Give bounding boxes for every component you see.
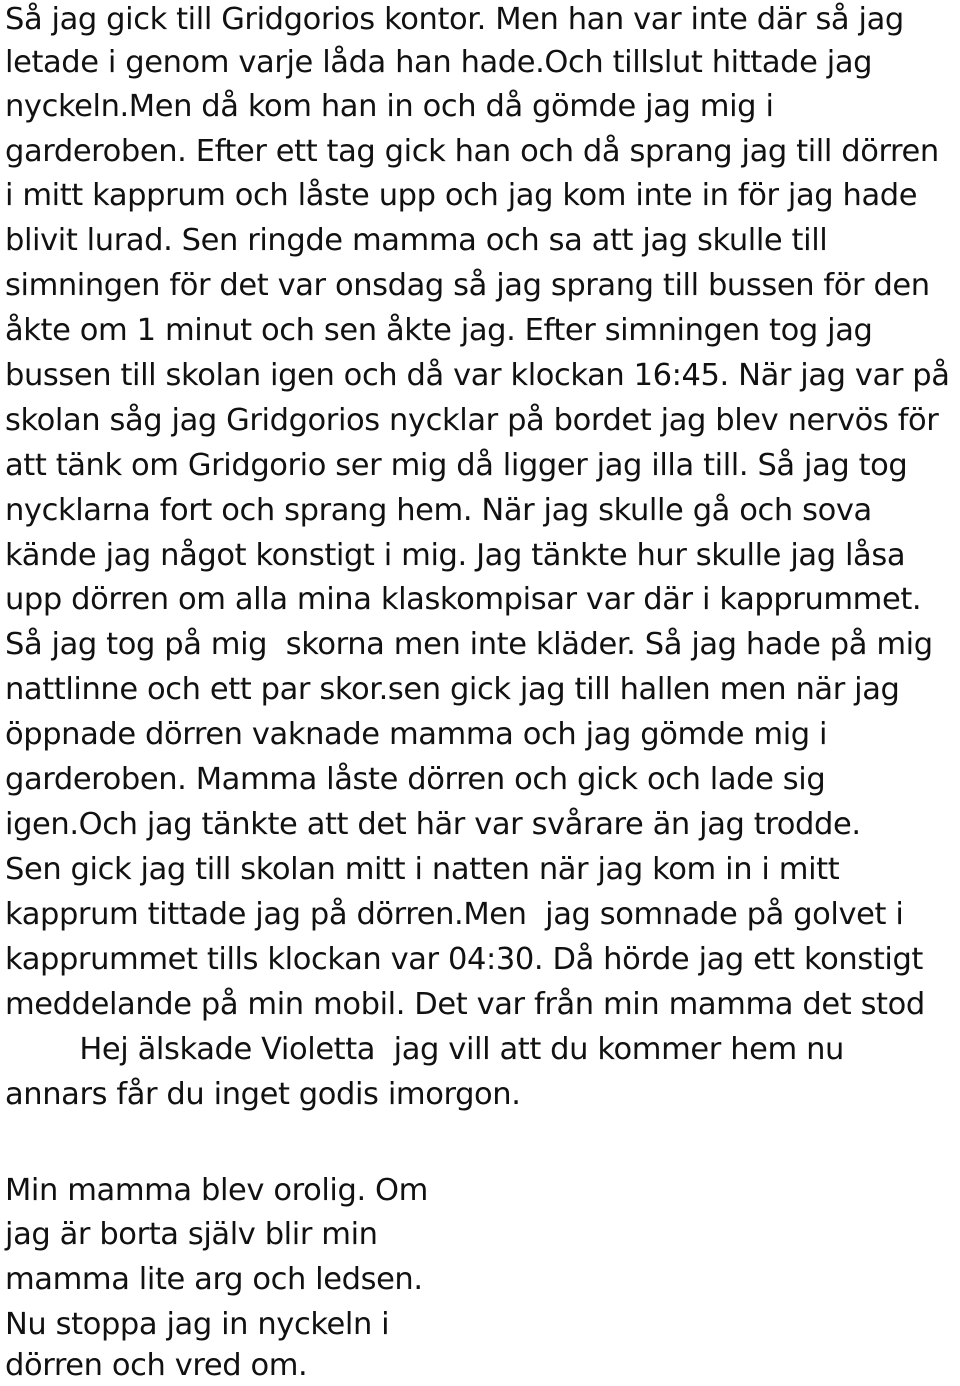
text-line: nattlinne och ett par skor.sen gick jag till hallen men när jag: [5, 672, 900, 707]
text-line: meddelande på min mobil. Det var från min mamma det stod: [5, 987, 925, 1022]
text-line: öppnade dörren vaknade mamma och jag gömde mig i: [5, 717, 828, 752]
text-line: blivit lurad. Sen ringde mamma och sa att jag skulle till: [5, 223, 828, 258]
text-line: Hej älskade Violetta jag vill att du kommer hem nu: [5, 1032, 844, 1067]
text-line: kapprummet tills klockan var 04:30. Då hörde jag ett konstigt: [5, 942, 923, 977]
text-line: skolan såg jag Gridgorios nycklar på bordet jag blev nervös för: [5, 403, 939, 438]
text-line: mamma lite arg och ledsen.: [5, 1262, 423, 1297]
text-line: Min mamma blev orolig. Om: [5, 1173, 428, 1208]
text-line: nycklarna fort och sprang hem. När jag skulle gå och sova: [5, 493, 872, 528]
text-line: bussen till skolan igen och då var klockan 16:45. När jag var på: [5, 358, 950, 393]
text-line: simningen för det var onsdag så jag sprang till bussen för den: [5, 268, 930, 303]
text-line: Nu stoppa jag in nyckeln i: [5, 1307, 390, 1342]
text-line: nyckeln.Men då kom han in och då gömde jag mig i: [5, 89, 774, 124]
text-line: igen.Och jag tänkte att det här var svårare än jag trodde.: [5, 807, 861, 842]
text-line: i mitt kapprum och låste upp och jag kom inte in för jag hade: [5, 178, 918, 213]
text-line: åkte om 1 minut och sen åkte jag. Efter simningen tog jag: [5, 313, 873, 348]
text-line: upp dörren om alla mina klaskompisar var där i kapprummet.: [5, 582, 922, 617]
text-line: att tänk om Gridgorio ser mig då ligger jag illa till. Så jag tog: [5, 448, 908, 483]
text-line: jag är borta själv blir min: [5, 1217, 378, 1252]
text-line: kapprum tittade jag på dörren.Men jag somnade på golvet i: [5, 897, 904, 932]
text-line: letade i genom varje låda han hade.Och tillslut hittade jag: [5, 45, 873, 80]
text-line: Sen gick jag till skolan mitt i natten när jag kom in i mitt: [5, 852, 840, 887]
text-line: garderoben. Mamma låste dörren och gick och lade sig: [5, 762, 826, 797]
text-line: Så jag tog på mig skorna men inte kläder. Så jag hade på mig: [5, 627, 933, 662]
text-line: kände jag något konstigt i mig. Jag tänkte hur skulle jag låsa: [5, 538, 906, 573]
text-line: Så jag gick till Gridgorios kontor. Men han var inte där så jag: [5, 2, 904, 37]
text-line: annars får du inget godis imorgon.: [5, 1077, 521, 1112]
text-line: garderoben. Efter ett tag gick han och då sprang jag till dörren: [5, 134, 939, 169]
text-line: dörren och vred om.: [5, 1348, 308, 1383]
